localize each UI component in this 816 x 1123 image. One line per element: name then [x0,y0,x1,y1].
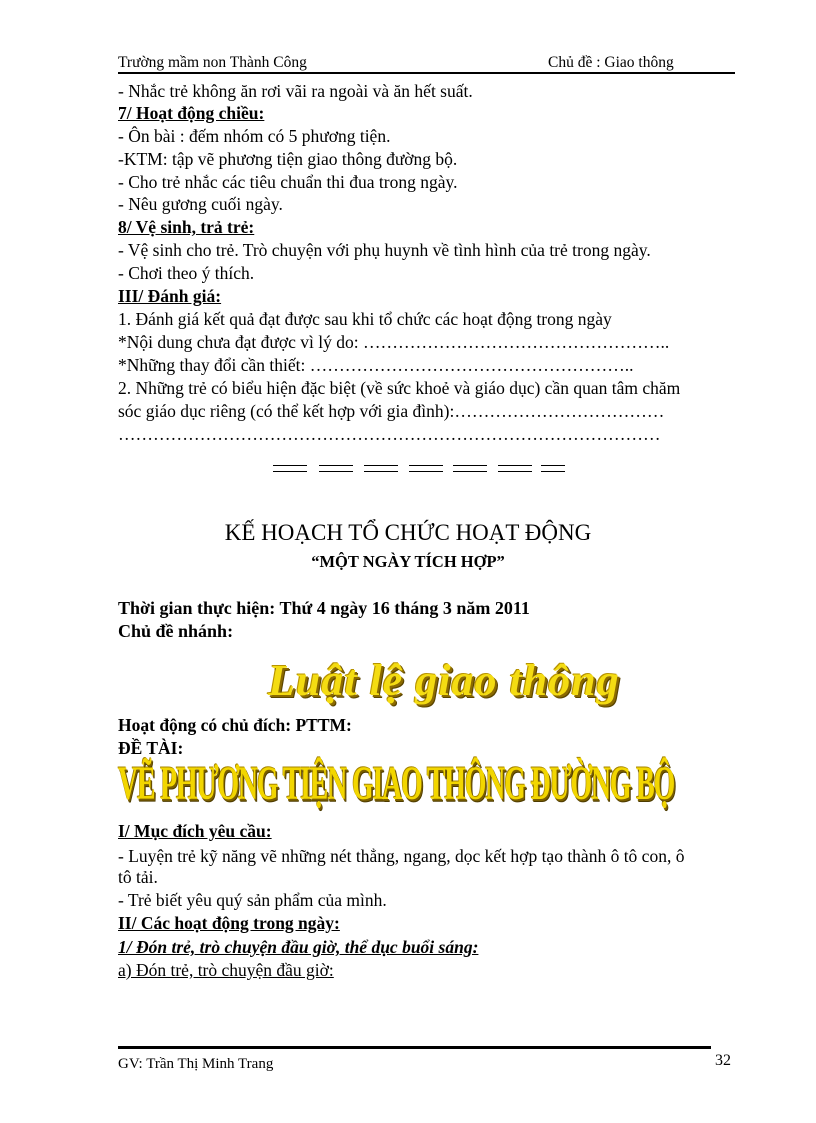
text-line: ………………………………………………………………………………… [118,424,661,444]
topic-wordart: VẼ PHƯƠNG TIỆN GIAO THÔNG ĐƯỜNG BỘ [118,757,675,810]
text-line: tô tải. [118,867,158,887]
section-heading: 1/ Đón trẻ, trò chuyện đầu giờ, thể dục buổi sáng: [118,937,479,957]
text-line: - Vệ sinh cho trẻ. Trò chuyện với phụ huynh về tình hình của trẻ trong ngày. [118,240,651,260]
subtopic-wordart: Luật lệ giao thông [268,656,620,705]
text-line: *Nội dung chưa đạt được vì lý do: …………………………………………….. [118,332,670,352]
header-school: Trường mầm non Thành Công [118,54,307,71]
header-rule [118,72,735,74]
text-line: 2. Những trẻ có biểu hiện đặc biệt (về sức khoẻ và giáo dục) cần quan tâm chăm [118,378,681,398]
section-heading: 7/ Hoạt động chiều: [118,103,265,123]
footer-teacher: GV: Trần Thị Minh Trang [118,1056,274,1072]
footer-rule [118,1046,711,1049]
separator-dash [409,465,443,472]
plan-time: Thời gian thực hiện: Thứ 4 ngày 16 tháng 3 năm 2011 [118,598,530,618]
section-heading: II/ Các hoạt động trong ngày: [118,913,340,933]
activity-label: Hoạt động có chủ đích: PTTM: [118,715,352,735]
separator-dash [498,465,532,472]
text-line: - Ôn bài : đếm nhóm có 5 phương tiện. [118,126,391,146]
separator-dash [364,465,398,472]
topic-label: ĐỀ TÀI: [118,738,184,758]
page-number: 32 [715,1052,731,1069]
header-topic: Chủ đề : Giao thông [548,54,674,71]
separator-dash [453,465,487,472]
text-line: - Luyện trẻ kỹ năng vẽ những nét thẳng, ngang, dọc kết hợp tạo thành ô tô con, ô [118,846,685,866]
subtopic-label: Chủ đề nhánh: [118,621,234,641]
text-line: - Nêu gương cuối ngày. [118,194,283,214]
text-line: - Nhắc trẻ không ăn rơi vãi ra ngoài và ăn hết suất. [118,81,473,101]
text-line: - Cho trẻ nhắc các tiêu chuẩn thi đua trong ngày. [118,172,458,192]
text-line: 1. Đánh giá kết quả đạt được sau khi tổ chức các hoạt động trong ngày [118,309,612,329]
text-line: a) Đón trẻ, trò chuyện đầu giờ: [118,960,334,980]
separator-dash [541,465,565,472]
separator-dash [273,465,307,472]
plan-subtitle: “MỘT NGÀY TÍCH HỢP” [311,552,505,571]
text-line: - Trẻ biết yêu quý sản phẩm của mình. [118,890,387,910]
section-heading: 8/ Vệ sinh, trả trẻ: [118,217,255,237]
separator-dash [319,465,353,472]
text-line: -KTM: tập vẽ phương tiện giao thông đường bộ. [118,149,458,169]
text-line: *Những thay đổi cần thiết: ……………………………………………….. [118,355,634,375]
text-line: - Chơi theo ý thích. [118,263,255,283]
section-heading: III/ Đánh giá: [118,286,222,306]
text-line: sóc giáo dục riêng (có thể kết hợp với gia đình):……………………………… [118,401,665,421]
plan-title: KẾ HOẠCH TỔ CHỨC HOẠT ĐỘNG [224,520,592,545]
section-heading: I/ Mục đích yêu cầu: [118,821,272,841]
